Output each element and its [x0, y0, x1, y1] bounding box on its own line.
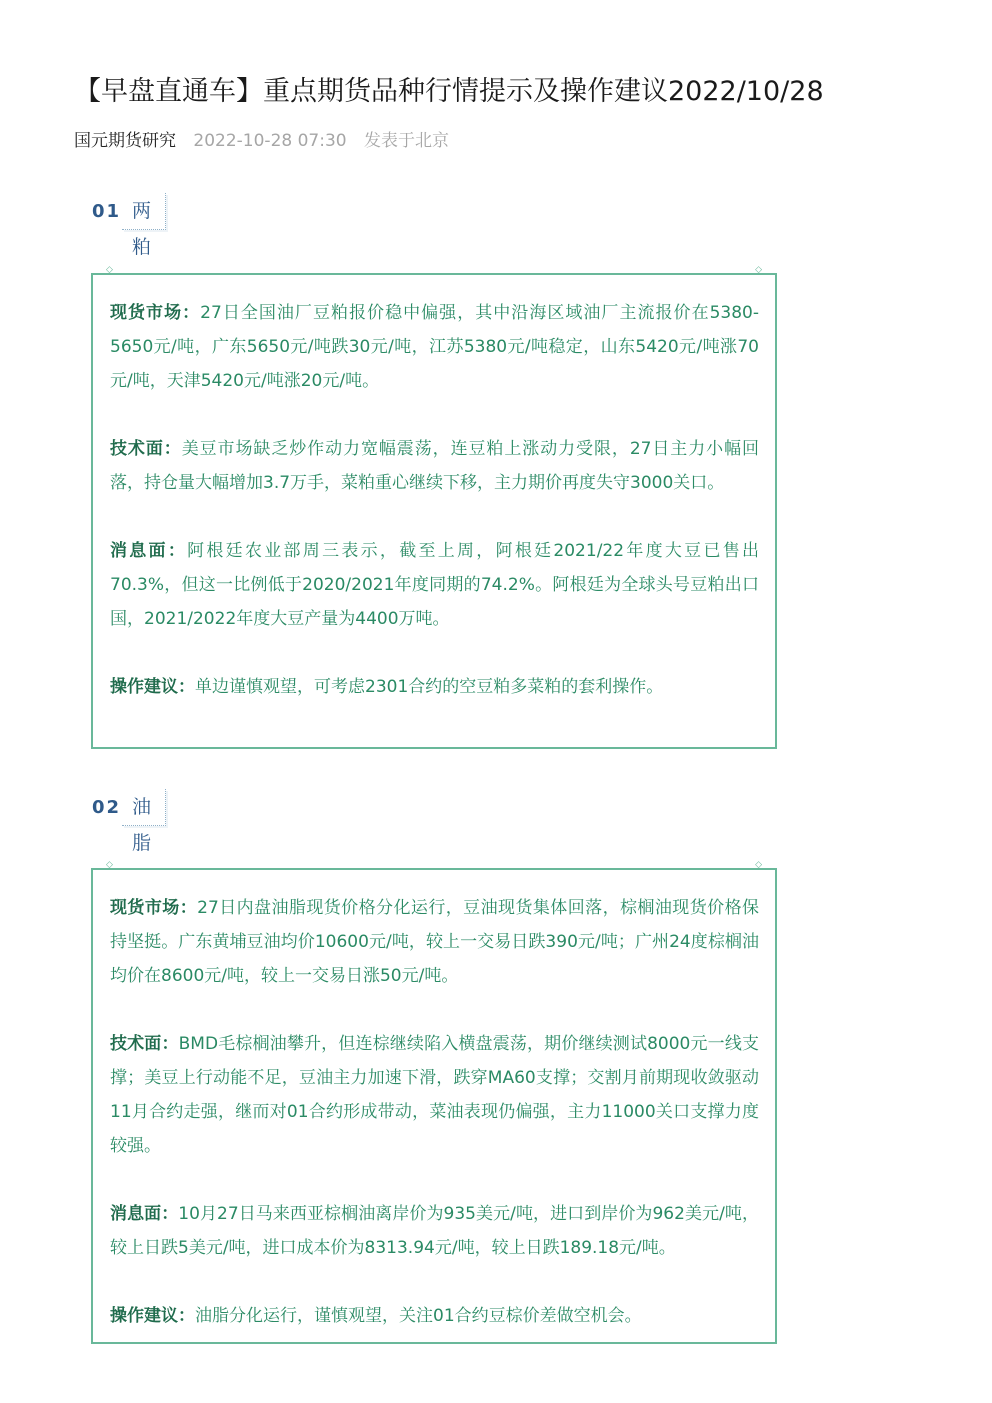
- section-content-box-oils: [91, 860, 777, 1344]
- corner-dot-icon: ◇: [755, 265, 762, 275]
- paragraph-label: 消息面：: [110, 1204, 179, 1224]
- paragraph-label: 技术面：: [110, 439, 182, 459]
- section-content-box-meal: [91, 265, 777, 749]
- article-title: 【早盘直通车】重点期货品种行情提示及操作建议2022/10/28: [74, 76, 824, 107]
- author-name[interactable]: 国元期货研究: [74, 131, 176, 151]
- paragraph-text: 美豆市场缺乏炒作动力宽幅震荡，连豆粕上涨动力受限，27日主力小幅回落，持仓量大幅增加3.7万手，菜粕重心继续下移，主力期价再度失守3000关口。: [110, 439, 759, 493]
- paragraph-advice: [110, 670, 759, 704]
- paragraph-label: 技术面：: [110, 1034, 179, 1054]
- paragraph-technical: [110, 432, 759, 500]
- paragraph-text: 27日全国油厂豆粕报价稳中偏强，其中沿海区域油厂主流报价在5380-5650元/吨，广东5650元/吨跌30元/吨，江苏5380元/吨稳定，山东5420元/吨涨70元/吨，天津5420元/吨涨20元/吨。: [110, 303, 760, 391]
- section-number: 01: [92, 201, 122, 222]
- paragraph-label: 操作建议：: [110, 1306, 195, 1326]
- article-meta: [74, 127, 449, 155]
- section-number: 02: [92, 797, 122, 818]
- paragraph-news: [110, 534, 759, 636]
- section-title-frame: [122, 193, 166, 258]
- publish-location: 发表于北京: [364, 131, 450, 151]
- paragraph-news: [110, 1197, 759, 1265]
- corner-dot-icon: ◇: [106, 265, 113, 275]
- paragraph-text: 10月27日马来西亚棕榈油离岸价为935美元/吨，进口到岸价为962美元/吨，较上日跌5美元/吨，进口成本价为8313.94元/吨，较上日跌189.18元/吨。: [110, 1204, 759, 1258]
- paragraph-label: 现货市场：: [110, 303, 201, 323]
- paragraph-text: 单边谨慎观望，可考虑2301合约的空豆粕多菜粕的套利操作。: [195, 677, 664, 697]
- paragraph-text: 阿根廷农业部周三表示，截至上周，阿根廷2021/22年度大豆已售出70.3%，但这一比例低于2020/2021年度同期的74.2%。阿根廷为全球头号豆粕出口国，2021/2022年度大豆产量为4400万吨。: [110, 541, 760, 629]
- paragraph-text: BMD毛棕榈油攀升，但连棕继续陷入横盘震荡，期价继续测试8000元一线支撑；美豆上行动能不足，豆油主力加速下滑，跌穿MA60支撑；交割月前期现收敛驱动11月合约走强，继而对01合约形成带动，菜油表现仍偏强，主力11000关口支撑力度较强。: [110, 1034, 759, 1156]
- corner-dot-icon: ◇: [755, 860, 762, 870]
- paragraph-technical: [110, 1027, 759, 1163]
- paragraph-advice: [110, 1299, 759, 1333]
- section-title: 油脂: [132, 796, 152, 854]
- section-title-frame: [122, 789, 166, 854]
- paragraph-label: 消息面：: [110, 541, 188, 561]
- paragraph-text: 油脂分化运行，谨慎观望，关注01合约豆棕价差做空机会。: [195, 1306, 642, 1326]
- paragraph-label: 操作建议：: [110, 677, 195, 697]
- paragraph-text: 27日内盘油脂现货价格分化运行，豆油现货集体回落，棕榈油现货价格保持坚挺。广东黄埔豆油均价10600元/吨，较上一交易日跌390元/吨；广州24度棕榈油均价在8600元/吨，较上一交易日涨50元/吨。: [110, 898, 759, 986]
- paragraph-spot-market: [110, 296, 759, 398]
- paragraph-spot-market: [110, 891, 759, 993]
- paragraph-label: 现货市场：: [110, 898, 198, 918]
- corner-dot-icon: ◇: [106, 860, 113, 870]
- section-title: 两粕: [132, 200, 152, 258]
- publish-date: 2022-10-28 07:30: [193, 131, 347, 151]
